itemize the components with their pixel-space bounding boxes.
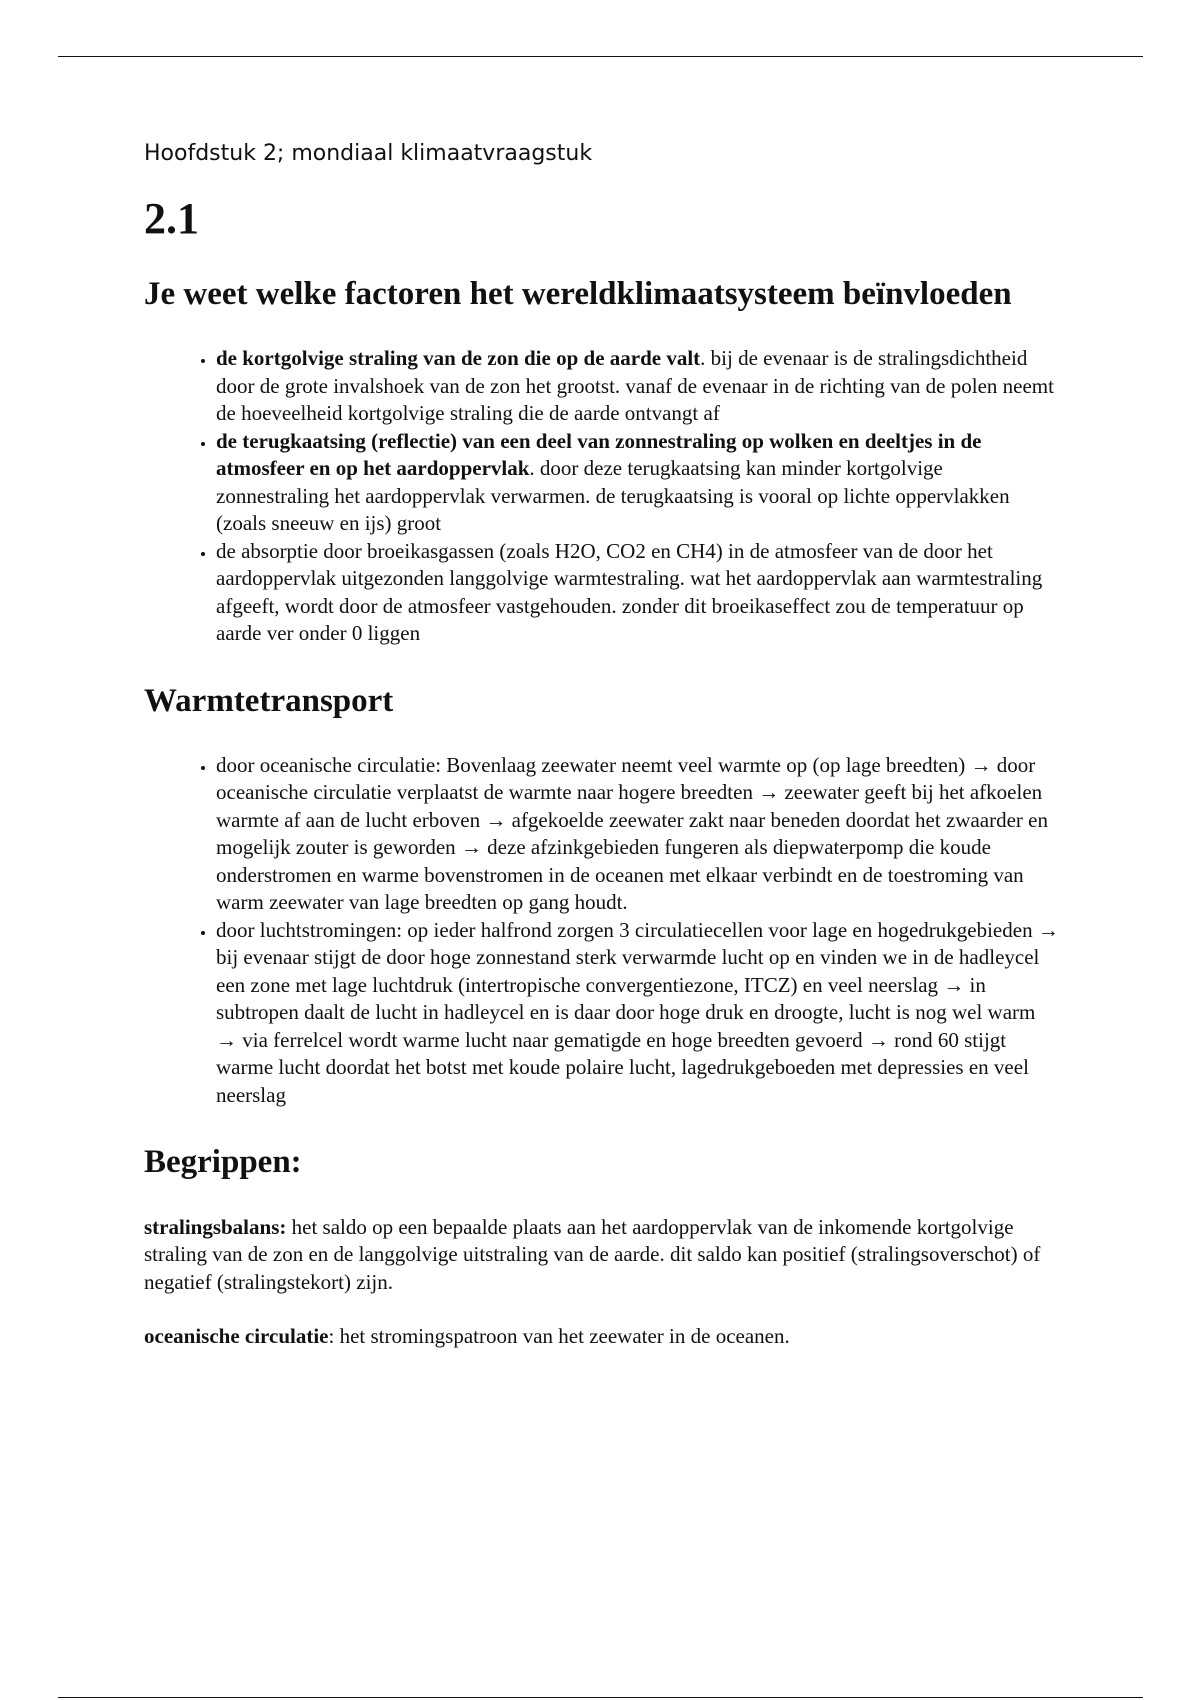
list-item: • de absorptie door broeikasgassen (zoals H2O, CO2 en CH4) in de atmosfeer van de door het aardoppervlak uitgezonden langgolvige warmtestraling. wat het aardoppervlak aan warmtestraling afgeeft, wordt door de atmosfeer vastgehouden. zonder dit broeikaseffect zou de temperatuur op aarde ver onder 0 liggen (216, 538, 1059, 648)
factors-list (144, 345, 1059, 648)
bottom-rule (58, 1697, 1143, 1698)
top-rule (58, 56, 1143, 57)
section-number: 2.1 (144, 193, 199, 243)
section-heading-concepts: Begrippen: (144, 1144, 302, 1181)
definition-term: stralingsbalans: (144, 1214, 287, 1239)
section-heading-heat-transport: Warmtetransport (144, 682, 394, 719)
definition-term: oceanische circulatie (144, 1324, 329, 1349)
definition-paragraph: stralingsbalans: het saldo op een bepaalde plaats aan het aardoppervlak van de inkomende kortgolvige straling van de zon en de langgolvige uitstraling van de aarde. dit saldo kan positief (stralingsoverschot) of negatief (stralingstekort) zijn. (144, 1214, 1041, 1294)
list-item: • de terugkaatsing (reflectie) van een deel van zonnestraling op wolken en deeltjes in de atmosfeer en op het aardoppervlak. door deze terugkaatsing kan minder kortgolvige zonnestraling het aardoppervlak verwarmen. de terugkaatsing is vooral op lichte oppervlakken (zoals sneeuw en ijs) groot (216, 428, 1059, 538)
list-item: • door oceanische circulatie: Bovenlaag zeewater neemt veel warmte op (op lage breedten) → door oceanische circulatie verplaatst de warmte naar hogere breedten → zeewater geeft bij het afkoelen warmte af aan de lucht erboven → afgekoelde zeewater zakt naar beneden doordat het zwaarder en mogelijk zouter is geworden → deze afzinkgebieden fungeren als diepwaterpomp die koude onderstromen en warme bovenstromen in de oceanen met elkaar verbindt en de toestroming van warm zeewater van lage breedten op gang houdt. (216, 752, 1059, 917)
section-heading-factors: Je weet welke factoren het wereldklimaatsysteem beïnvloeden (144, 275, 1012, 312)
document-title: Hoofdstuk 2; mondiaal klimaatvraagstuk (144, 141, 593, 166)
heat-transport-list (144, 752, 1059, 1110)
list-item: • de kortgolvige straling van de zon die op de aarde valt. bij de evenaar is de stralingsdichtheid door de grote invalshoek van de zon het grootst. vanaf de evenaar in de richting van de polen neemt de hoeveelheid kortgolvige straling die de aarde ontvangt af (216, 345, 1059, 428)
definition-paragraph: oceanische circulatie: het stromingspatroon van het zeewater in de oceanen. (144, 1324, 790, 1349)
document-body (144, 140, 1059, 1378)
list-item: • door luchtstromingen: op ieder halfrond zorgen 3 circulatiecellen voor lage en hogedrukgebieden → bij evenaar stijgt de door hoge zonnestand sterk verwarmde lucht op en vinden we in de hadleycel een zone met lage luchtdruk (intertropische convergentiezone, ITCZ) en veel neerslag → in subtropen daalt de lucht in hadleycel en is daar door hoge druk en droogte, lucht is nog wel warm → via ferrelcel wordt warme lucht naar gematigde en hoge breedten gevoerd → rond 60 stijgt warme lucht doordat het botst met koude polaire lucht, lagedrukgeboeden met depressies en veel neerslag (216, 917, 1059, 1110)
